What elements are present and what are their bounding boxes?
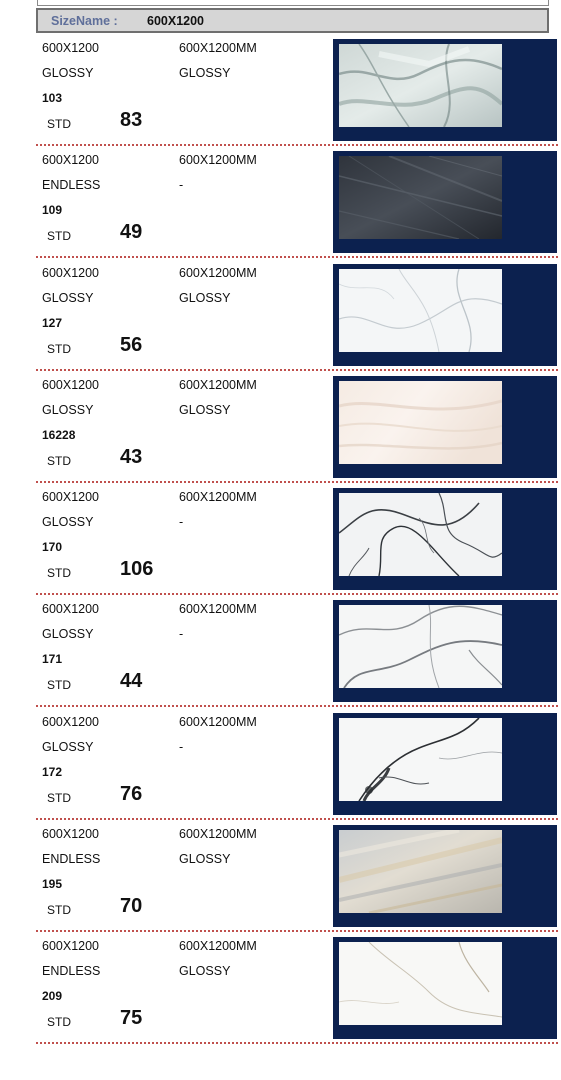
product-code: 109 xyxy=(42,203,63,218)
quantity-value: 44 xyxy=(120,670,143,693)
surface-text: GLOSSY xyxy=(179,964,231,978)
tile-image xyxy=(339,830,502,913)
grade-text: STD xyxy=(47,566,71,580)
row-separator xyxy=(36,593,558,595)
tile-panel xyxy=(333,713,557,815)
surface-text: - xyxy=(179,627,184,642)
size-name-label: SizeName : xyxy=(51,13,118,28)
quantity-value: 106 xyxy=(120,558,154,580)
row-separator xyxy=(36,144,558,146)
product-row xyxy=(36,599,558,711)
tile-panel xyxy=(333,151,557,253)
grade-text: STD xyxy=(47,1015,71,1029)
finish-text: GLOSSY xyxy=(42,515,94,529)
finish-text: GLOSSY xyxy=(42,402,94,417)
size-text: 600X1200 xyxy=(42,939,100,953)
size-text: 600X1200 xyxy=(42,265,100,280)
grade-text: STD xyxy=(47,453,71,468)
tile-panel xyxy=(333,376,557,478)
tile-image xyxy=(339,381,502,464)
surface-text: - xyxy=(179,739,184,754)
quantity-value: 83 xyxy=(120,109,143,131)
tile-panel xyxy=(333,264,557,366)
size-name-header xyxy=(36,8,549,33)
tile-image xyxy=(339,269,502,352)
product-row xyxy=(36,150,558,262)
dimension-text: 600X1200MM xyxy=(179,602,257,617)
grade-text: STD xyxy=(47,117,71,131)
finish-text: ENDLESS xyxy=(42,178,101,193)
grade-text: STD xyxy=(47,790,71,805)
row-separator xyxy=(36,818,558,820)
size-text: 600X1200 xyxy=(42,602,100,617)
product-code: 171 xyxy=(42,652,63,667)
tile-image xyxy=(339,605,502,688)
surface-text: GLOSSY xyxy=(179,851,231,866)
size-text: 600X1200 xyxy=(42,377,100,392)
product-row xyxy=(36,375,558,487)
product-code: 195 xyxy=(42,876,63,891)
product-code: 16228 xyxy=(42,427,76,442)
tile-image xyxy=(339,44,502,127)
tile-panel xyxy=(333,39,557,141)
dimension-text: 600X1200MM xyxy=(179,377,257,392)
size-text: 600X1200 xyxy=(42,714,100,729)
product-row xyxy=(36,263,558,375)
dimension-text: 600X1200MM xyxy=(179,939,257,953)
quantity-value: 75 xyxy=(120,1007,143,1029)
tile-image xyxy=(339,942,502,1025)
product-code: 172 xyxy=(42,764,63,779)
tile-image xyxy=(339,718,502,801)
finish-text: GLOSSY xyxy=(42,739,94,754)
product-row xyxy=(36,824,558,936)
quantity-value: 56 xyxy=(120,333,143,356)
dimension-text: 600X1200MM xyxy=(179,714,257,729)
grade-text: STD xyxy=(47,678,71,693)
tile-panel xyxy=(333,937,557,1039)
finish-text: GLOSSY xyxy=(42,66,94,80)
finish-text: ENDLESS xyxy=(42,851,101,866)
finish-text: GLOSSY xyxy=(42,627,94,642)
surface-text: - xyxy=(179,515,184,529)
dimension-text: 600X1200MM xyxy=(179,153,257,168)
tile-panel xyxy=(333,488,557,590)
size-text: 600X1200 xyxy=(42,490,100,504)
grade-text: STD xyxy=(47,902,71,917)
quantity-value: 76 xyxy=(120,782,143,805)
quantity-value: 43 xyxy=(120,445,143,468)
size-text: 600X1200 xyxy=(42,826,100,841)
surface-text: GLOSSY xyxy=(179,290,231,305)
surface-text: GLOSSY xyxy=(179,402,231,417)
dimension-text: 600X1200MM xyxy=(179,490,257,504)
grade-text: STD xyxy=(47,229,71,244)
size-name-value: 600X1200 xyxy=(147,13,205,28)
row-separator xyxy=(36,256,558,258)
surface-text: - xyxy=(179,178,184,193)
dimension-text: 600X1200MM xyxy=(179,41,257,55)
size-text: 600X1200 xyxy=(42,41,100,55)
product-row xyxy=(36,936,558,1048)
quantity-value: 49 xyxy=(120,221,143,244)
tile-image xyxy=(339,156,502,239)
top-frame xyxy=(37,0,549,6)
quantity-value: 70 xyxy=(120,894,143,917)
row-separator xyxy=(36,369,558,371)
size-text: 600X1200 xyxy=(42,153,100,168)
product-row xyxy=(36,487,558,599)
product-row xyxy=(36,712,558,824)
finish-text: GLOSSY xyxy=(42,290,94,305)
grade-text: STD xyxy=(47,341,71,356)
dimension-text: 600X1200MM xyxy=(179,826,257,841)
product-code: 209 xyxy=(42,989,63,1003)
row-separator xyxy=(36,705,558,707)
product-code: 170 xyxy=(42,540,63,554)
tile-image xyxy=(339,493,502,576)
row-separator xyxy=(36,1042,558,1044)
row-separator xyxy=(36,930,558,932)
finish-text: ENDLESS xyxy=(42,964,101,978)
surface-text: GLOSSY xyxy=(179,66,231,80)
row-separator xyxy=(36,481,558,483)
tile-panel xyxy=(333,825,557,927)
dimension-text: 600X1200MM xyxy=(179,265,257,280)
tile-panel xyxy=(333,600,557,702)
product-code: 103 xyxy=(42,91,63,105)
product-code: 127 xyxy=(42,315,63,330)
product-row xyxy=(36,38,558,150)
